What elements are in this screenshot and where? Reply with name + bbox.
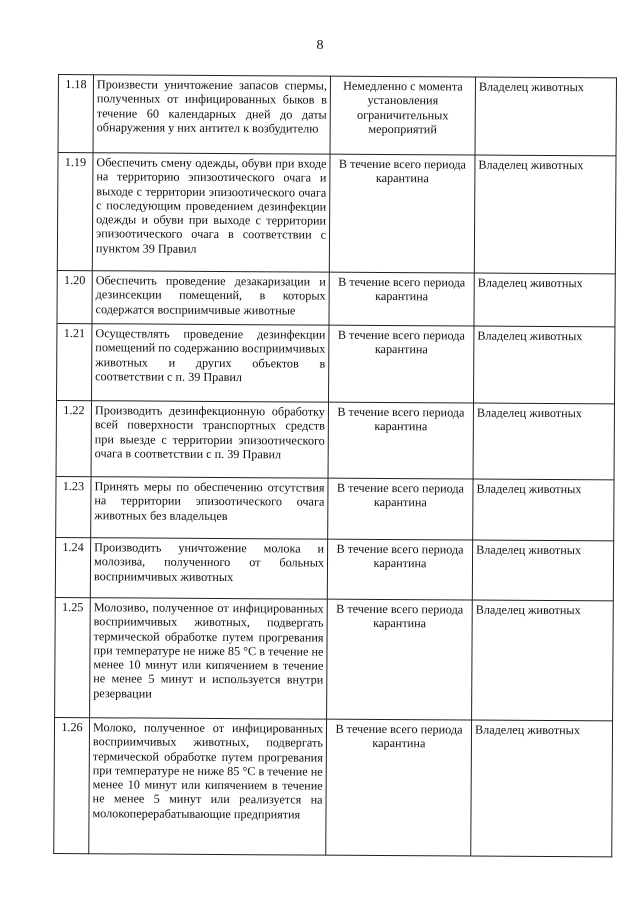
table-row: [57, 323, 615, 403]
term-cell: В течение всего периода карантина: [329, 272, 474, 326]
action-cell: Осуществлять проведение дезинфекции помещений по содержанию восприимчивых животных и других объектов в соответствии с п. 39 Правил: [92, 324, 329, 402]
responsible-cell: Владелец животных: [473, 326, 614, 404]
table-row: [54, 717, 613, 856]
term-cell: В течение всего периода карантина: [329, 325, 474, 403]
action-cell: Произвести уничтожение запасов спермы, полученных от инфицированных быков в течение 60 календарных дней до даты обнаружения у них антител к возбудителю: [93, 75, 330, 154]
table-row: [58, 75, 616, 156]
table-row: [57, 153, 616, 274]
row-number: 1.23: [56, 476, 91, 537]
responsible-cell: Владелец животных: [471, 720, 613, 857]
row-number: 1.26: [54, 717, 90, 853]
row-number: 1.25: [55, 597, 91, 717]
action-cell: Молозиво, полученное от инфицированных восприимчивых животных, подвергать термической обработке путем прогревания при температуре не ниже 85 °С в течение не менее 10 минут или кипячением в течение не менее 5 минут и используется внутри резервации: [90, 598, 328, 719]
row-number: 1.20: [57, 270, 92, 323]
page-number: 8: [316, 38, 324, 53]
action-cell: Обеспечить смену одежды, обуви при входе на территорию эпизоотического очага и выходе с территории эпизоотического очага с последующим проведением дезинфекции одежды и обуви при выходе с территории эпизоотического очага в соответствии с пунктом 39 Правил: [92, 153, 330, 272]
term-cell: В течение всего периода карантина: [328, 478, 473, 540]
table-row: [57, 270, 615, 326]
action-cell: Обеспечить проведение дезакаризации и дезинсекции помещений, в которых содержатся восприимчивые животные: [92, 271, 329, 325]
measures-table: [53, 74, 617, 857]
table-row: [56, 400, 614, 479]
responsible-cell: Владелец животных: [473, 403, 614, 480]
term-cell: В течение всего периода карантина: [328, 402, 473, 479]
action-cell: Производить дезинфекционную обработку всей поверхности транспортных средств при выезде с территории эпизоотического очага в соответствии с п. 39 Правил: [91, 401, 328, 478]
row-number: 1.24: [55, 537, 90, 597]
action-cell: Принять меры по обеспечению отсутствия на территории эпизоотического очага животных без владельцев: [91, 477, 328, 539]
table-row: [56, 476, 614, 540]
responsible-cell: Владелец животных: [472, 540, 613, 601]
action-cell: Молоко, полученное от инфицированных восприимчивых животных, подвергать термической обработке путем прогревания при температуре не ниже 85 °С в течение не менее 10 минут или кипячением в течение не менее 5 минут или реализуется на молокоперерабатывающие предприятия: [89, 718, 327, 855]
term-cell: Немедленно с момента установления ограничительных мероприятий: [330, 76, 475, 155]
term-cell: В течение всего периода карантина: [327, 599, 473, 720]
responsible-cell: Владелец животных: [472, 600, 614, 721]
responsible-cell: Владелец животных: [474, 155, 616, 274]
table-row: [55, 537, 613, 600]
responsible-cell: Владелец животных: [473, 479, 614, 541]
row-number: 1.22: [56, 400, 91, 476]
term-cell: В течение всего периода карантина: [329, 154, 475, 273]
responsible-cell: Владелец животных: [474, 273, 615, 327]
row-number: 1.21: [57, 323, 92, 400]
row-number: 1.18: [58, 75, 93, 153]
action-cell: Производить уничтожение молока и молозива, полученного от больных восприимчивых животных: [90, 538, 327, 599]
term-cell: В течение всего периода карантина: [326, 719, 472, 856]
row-number: 1.19: [57, 153, 93, 271]
table-row: [55, 597, 614, 720]
responsible-cell: Владелец животных: [475, 77, 616, 156]
term-cell: В течение всего периода карантина: [327, 539, 472, 600]
